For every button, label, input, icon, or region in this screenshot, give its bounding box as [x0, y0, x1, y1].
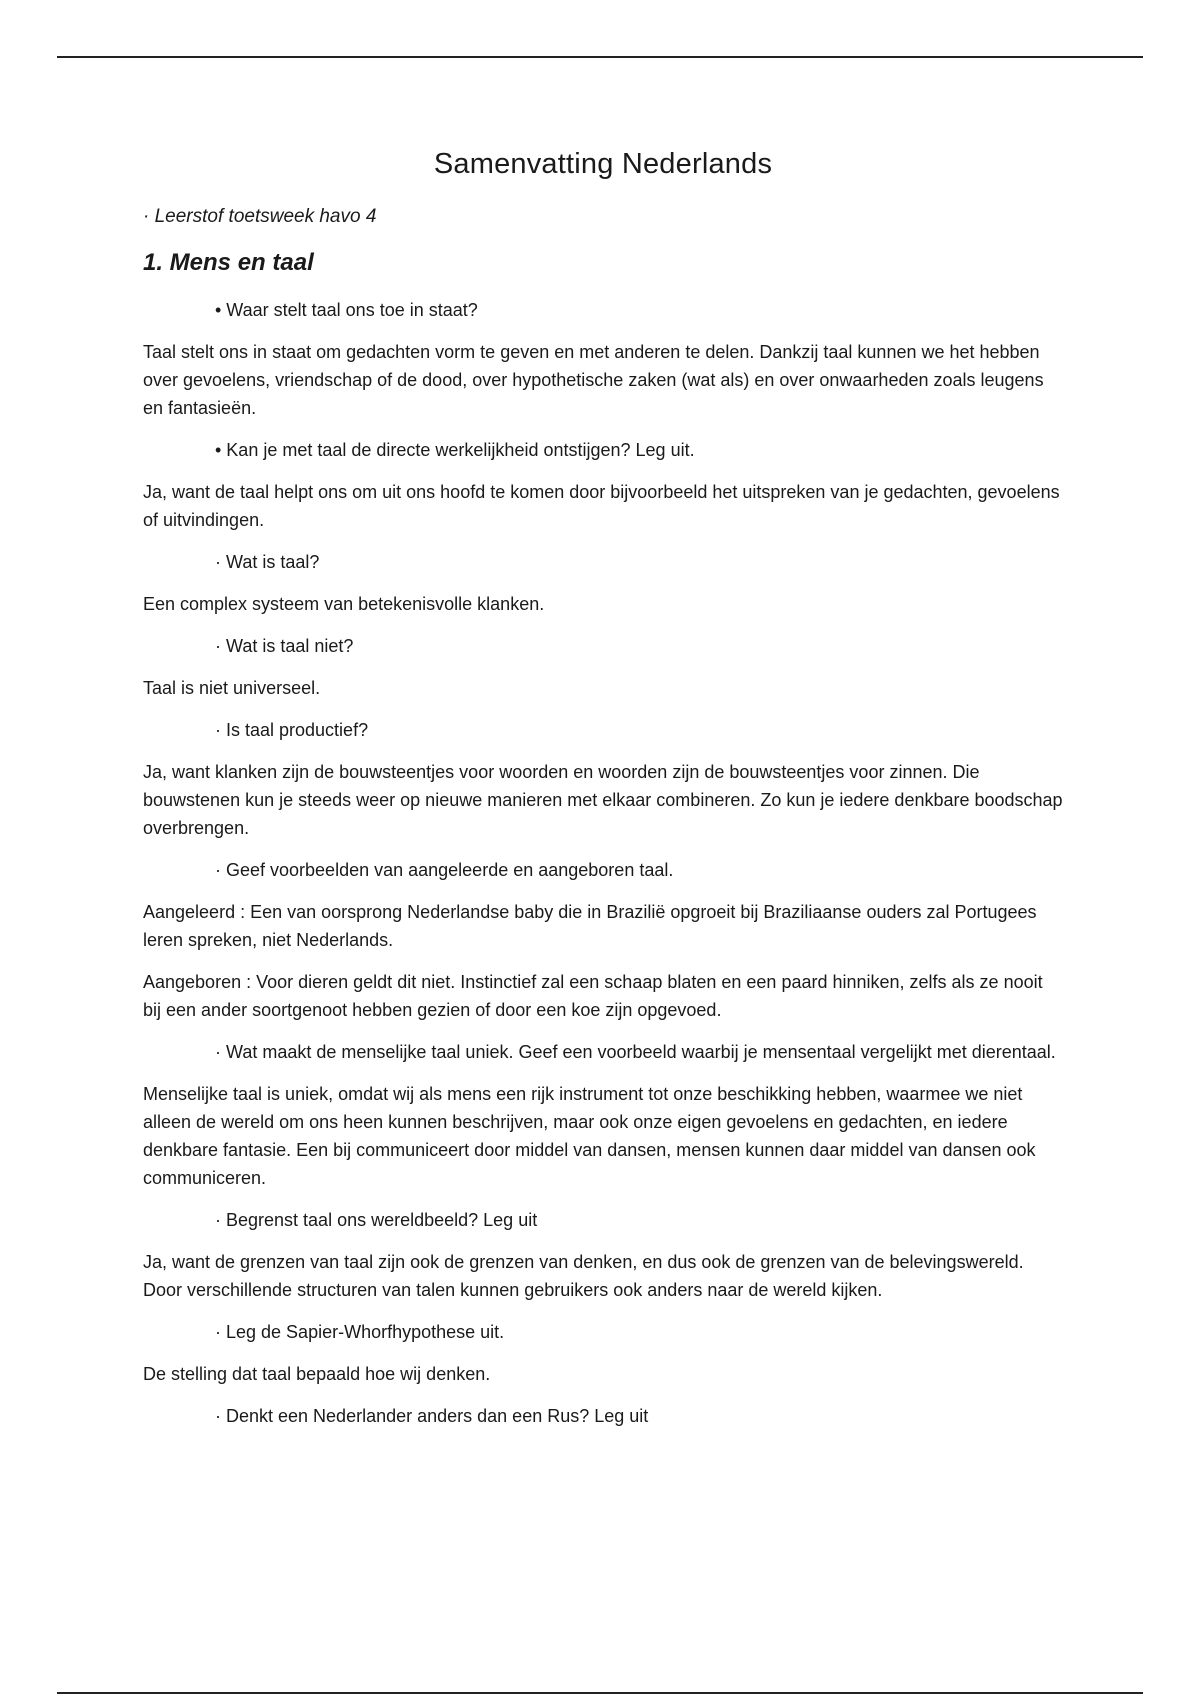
question: · Wat maakt de menselijke taal uniek. Geef een voorbeeld waarbij je mensentaal vergelijkt met dierentaal. [215, 1042, 1056, 1062]
document-subtitle: · Leerstof toetsweek havo 4 [143, 206, 377, 227]
question: · Wat is taal? [215, 552, 320, 572]
question: • Waar stelt taal ons toe in staat? [215, 300, 478, 320]
answer: De stelling dat taal bepaald hoe wij denken. [143, 1364, 491, 1384]
answer: Aangeleerd : Een van oorsprong Nederlandse baby die in Brazilië opgroeit bij Braziliaanse ouders zal Portugees leren spreken, niet Nederlands. [143, 902, 1037, 950]
answer: Menselijke taal is uniek, omdat wij als mens een rijk instrument tot onze beschikking hebben, waarmee we niet alleen de wereld om ons heen kunnen beschrijven, maar ook onze eigen gevoelens en gedachten, en iedere denkbare fantasie. Een bij communiceert door middel van dansen, mensen kunnen daar middel van dansen ook communiceren. [143, 1084, 1036, 1188]
question: · Geef voorbeelden van aangeleerde en aangeboren taal. [215, 860, 674, 880]
answer: Aangeboren : Voor dieren geldt dit niet. Instinctief zal een schaap blaten en een paard hinniken, zelfs als ze nooit bij een ander soortgenoot hebben gezien of door een koe zijn opgevoed. [143, 972, 1043, 1020]
answer: Ja, want de taal helpt ons om uit ons hoofd te komen door bijvoorbeeld het uitspreken van je gedachten, gevoelens of uitvindingen. [143, 482, 1060, 530]
question: · Is taal productief? [215, 720, 369, 740]
question: · Wat is taal niet? [215, 636, 354, 656]
document-title: Samenvatting Nederlands [433, 148, 773, 180]
footer-rule [57, 1692, 1143, 1694]
question: • Kan je met taal de directe werkelijkheid ontstijgen? Leg uit. [215, 440, 695, 460]
qa-list [143, 296, 1063, 1430]
header-rule [57, 56, 1143, 58]
section-heading: 1. Mens en taal [143, 249, 314, 276]
answer: Taal stelt ons in staat om gedachten vorm te geven en met anderen te delen. Dankzij taal kunnen we het hebben over gevoelens, vriendschap of de dood, over hypothetische zaken (wat als) en over onwaarheden zoals leugens en fantasieën. [143, 342, 1044, 418]
answer: Een complex systeem van betekenisvolle klanken. [143, 594, 545, 614]
answer: Ja, want de grenzen van taal zijn ook de grenzen van denken, en dus ook de grenzen van de belevingswereld. Door verschillende structuren van talen kunnen gebruikers ook anders naar de wereld kijken. [143, 1252, 1024, 1300]
answer: Taal is niet universeel. [143, 678, 321, 698]
question: · Begrenst taal ons wereldbeeld? Leg uit [215, 1210, 538, 1230]
question: · Leg de Sapier-Whorfhypothese uit. [215, 1322, 505, 1342]
answer: Ja, want klanken zijn de bouwsteentjes voor woorden en woorden zijn de bouwsteentjes voor zinnen. Die bouwstenen kun je steeds weer op nieuwe manieren met elkaar combineren. Zo kun je iedere denkbare boodschap overbrengen. [143, 762, 1063, 838]
question: · Denkt een Nederlander anders dan een Rus? Leg uit [215, 1406, 649, 1426]
document-body [143, 146, 1063, 1444]
